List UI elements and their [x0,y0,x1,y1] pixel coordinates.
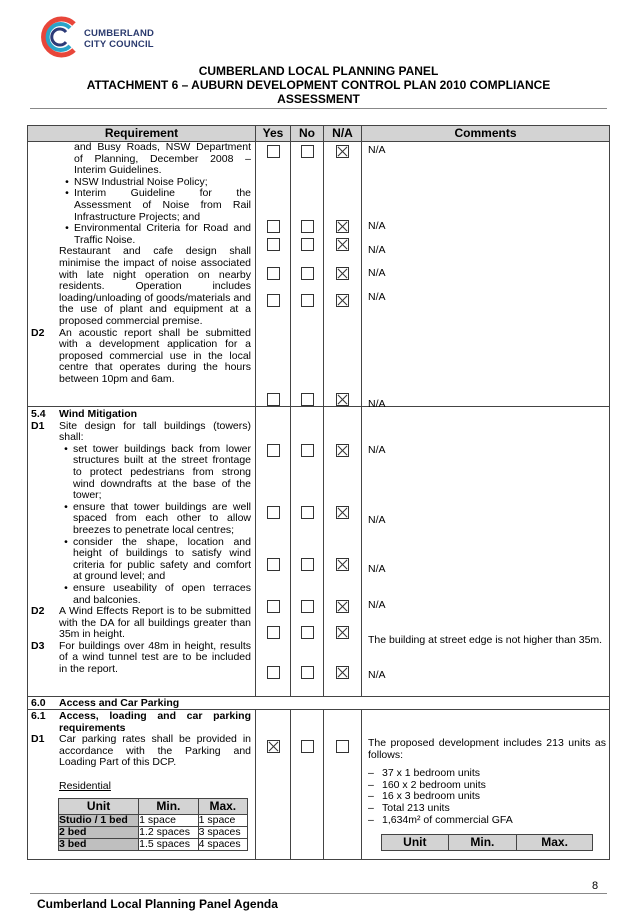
clause-label: D1 [31,733,45,746]
clause-label: D2 [31,605,45,618]
checkbox-na-checked[interactable] [336,626,349,639]
req-line: structures built at the street frontage [73,454,251,467]
req-line: NSW Industrial Noise Policy; [74,175,208,188]
header-yes: Yes [256,126,291,142]
checkbox-yes[interactable] [267,444,280,457]
wind-row [28,407,610,697]
req-line: Environmental Criteria for Road and [74,222,251,235]
max-cell: 3 spaces [198,827,247,839]
checkbox-no[interactable] [301,626,314,639]
access-row [28,710,610,860]
checkbox-no[interactable] [301,666,314,679]
req-line: between 10pm and 6am. [59,372,175,385]
sub-section-number: 6.1 [31,710,46,722]
access-section-row [28,697,610,710]
no-cell [291,142,324,407]
checkbox-na-checked[interactable] [336,145,349,158]
req-line: Infrastructure Projects; and [74,210,201,223]
req-line: minimise the impact of noise associated [59,256,251,269]
sub-section-title-cont: requirements [59,721,126,734]
max-cell: 4 spaces [198,839,247,851]
bullet-icon: • [65,187,69,200]
checkbox-na-checked[interactable] [336,267,349,280]
max-cell: 1 space [198,815,247,827]
bullet-icon: • [64,535,68,548]
comment-text: N/A [368,267,386,279]
parking-rates-table [58,798,248,851]
dash-icon: – [368,778,374,791]
checkbox-no[interactable] [301,600,314,613]
clause-label: D2 [31,326,45,339]
checkbox-na-checked[interactable] [336,220,349,233]
req-line: the use of plant and equipment at a [59,303,251,316]
req-line: ensure useability of open terraces [73,581,251,594]
req-line: Interim Guideline for the [74,187,251,200]
unit-cell: 3 bed [59,839,139,851]
comment-item: Total 213 units [382,801,450,814]
checkbox-yes[interactable] [267,393,280,406]
req-line: accordance with the Parking and [59,744,251,757]
page-number: 8 [592,880,599,892]
checkbox-no[interactable] [301,506,314,519]
section-title: Wind Mitigation [59,408,138,420]
header-requirement: Requirement [28,126,256,142]
yes-cell [256,710,291,860]
checkbox-no[interactable] [301,740,314,753]
access-requirement [28,710,256,860]
checkbox-na-checked[interactable] [336,444,349,457]
req-line: at ground level; and [73,570,166,583]
req-line: Traffic Noise. [74,233,136,246]
req-line: Car parking rates shall be provided in [59,733,251,746]
section-number: 5.4 [31,408,46,420]
comment-item: 37 x 1 bedroom units [382,767,481,780]
comments-cell [362,142,610,410]
checkbox-yes[interactable] [267,267,280,280]
checkbox-na-checked[interactable] [336,238,349,251]
sub-header-unit: Unit [59,799,139,815]
comment-rates-table [381,834,593,851]
bullet-icon: • [64,500,68,513]
comment-text: N/A [368,444,386,456]
checkbox-no[interactable] [301,294,314,307]
clause-label: D1 [31,419,45,432]
sub-header-max: Max. [198,799,247,815]
req-line: ensure that tower buildings are well [73,500,251,513]
access-section-cell [28,697,610,710]
req-line: height of buildings to satisfy wind [73,547,251,560]
checkbox-yes[interactable] [267,238,280,251]
comment-text: N/A [368,291,386,303]
req-line: shall: [59,431,84,444]
req-line: with a development application for a [59,338,251,351]
comment-item: 1,634m² of commercial GFA [382,813,513,826]
checkbox-na-checked[interactable] [336,600,349,613]
checkbox-yes[interactable] [267,220,280,233]
comment-text: N/A [368,599,386,611]
req-line: Assessment of Noise from Rail [74,198,251,211]
title-line-3: ASSESSMENT [277,92,360,106]
checkbox-yes[interactable] [267,294,280,307]
sub-section-title: Access, loading and car parking [59,710,251,722]
bullet-icon: • [64,442,68,455]
req-line: residents. Operation includes [59,280,251,293]
council-logo [36,14,186,68]
table-row [59,815,248,827]
section-title: Access and Car Parking [59,697,180,709]
title-line-1: CUMBERLAND LOCAL PLANNING PANEL [198,64,439,78]
req-line: proposed commercial premise. [59,314,203,327]
checkbox-no[interactable] [301,558,314,571]
checkbox-na-checked[interactable] [336,666,349,679]
clause-label: D3 [31,639,45,652]
noise-row [28,142,610,407]
comment-item: 16 x 3 bedroom units [382,790,481,803]
req-line: wind downdrafts at the base of the [73,477,251,490]
req-line: 35m in height. [59,628,125,641]
no-cell [291,407,324,697]
comment-text: N/A [368,244,386,256]
req-line: consider the shape, location and [73,535,251,548]
comment-text: N/A [368,144,386,156]
comment-text: N/A [368,669,386,681]
na-cell [324,710,362,860]
title-line-2: ATTACHMENT 6 – AUBURN DEVELOPMENT CONTROL PLAN 2010 COMPLIANCE [86,78,551,92]
comment-text: The building at street edge is not higher than 35m. [368,634,603,646]
bullet-icon: • [65,222,69,235]
req-line: breezes to penetrate local centres; [73,523,235,536]
min-cell: 1.5 spaces [139,839,198,851]
checkbox-yes[interactable] [267,506,280,519]
req-line: Site design for tall buildings (towers) [59,419,251,432]
table-row [59,839,248,851]
req-line: and balconies. [73,593,141,606]
req-line: with the DA for all buildings greater than [59,616,251,629]
min-cell: 1.2 spaces [139,827,198,839]
comment-text: N/A [368,563,386,575]
sub-header-unit: Unit [382,835,449,851]
req-line: criteria for public safety and comfort [73,558,251,571]
logo-line-2: CITY COUNCIL [84,39,154,50]
title-divider [30,108,607,109]
checkbox-yes[interactable] [267,666,280,679]
checkbox-na-checked[interactable] [336,393,349,406]
na-cell [324,407,362,697]
checkbox-no[interactable] [301,393,314,406]
comment-item: 160 x 2 bedroom units [382,778,486,791]
req-line: A Wind Effects Report is to be submitted [59,605,251,618]
req-line: An acoustic report shall be submitted [59,326,251,339]
dash-icon: – [368,767,374,780]
req-line: Restaurant and cafe design shall [59,245,251,258]
sub-table-header [382,835,593,851]
checkbox-no[interactable] [301,444,314,457]
checkbox-no[interactable] [301,220,314,233]
table-row [59,827,248,839]
req-line: and Busy Roads, NSW Department [74,141,251,153]
header-comments: Comments [362,126,610,142]
sub-header-min: Min. [448,835,516,851]
checkbox-yes-checked[interactable] [267,740,280,753]
bullet-icon: • [65,175,69,188]
footer-agenda: Cumberland Local Planning Panel Agenda [37,897,278,911]
req-line: with late night operation on nearby [59,268,251,281]
bullet-icon: • [64,581,68,594]
checkbox-na-checked[interactable] [336,558,349,571]
checkbox-na[interactable] [336,740,349,753]
dash-icon: – [368,790,374,803]
comment-text: The proposed development includes 213 units as [368,737,606,749]
wind-requirement [28,407,256,697]
checkbox-no[interactable] [301,145,314,158]
yes-cell [256,407,291,697]
no-cell [291,710,324,860]
req-line: of a wind tunnel test are to be included [59,651,251,664]
compliance-table [27,125,610,860]
req-line: set tower buildings back from lower [73,442,251,455]
req-line: loading/unloading of goods/materials and [59,291,251,304]
checkbox-na-checked[interactable] [336,506,349,519]
req-line: of Planning, December 2008 – [74,152,251,165]
na-cell [324,142,362,407]
req-line: spaced from each other to allow [73,512,251,525]
yes-cell [256,142,291,407]
req-line: centre that operates during the hours [59,361,251,374]
checkbox-no[interactable] [301,267,314,280]
comments-cell [362,407,610,697]
req-line: Loading Part of this DCP. [59,756,177,769]
min-cell: 1 space [139,815,198,827]
table-header-row [28,126,610,142]
checkbox-no[interactable] [301,238,314,251]
checkbox-yes[interactable] [267,558,280,571]
dash-icon: – [368,801,374,814]
unit-cell: 2 bed [59,827,139,839]
logo-line-1: CUMBERLAND [84,28,155,39]
section-number: 6.0 [31,697,46,709]
req-line: proposed commercial use in the local [59,349,251,362]
req-line: For buildings over 48m in height, results [59,639,251,652]
req-line: Interim Guidelines. [74,164,162,177]
req-line: tower; [73,489,102,502]
unit-cell: Studio / 1 bed [59,815,139,827]
comments-cell [362,710,610,860]
comment-text: N/A [368,514,386,526]
sub-header-min: Min. [139,799,198,815]
header-no: No [291,126,324,142]
req-line: in the report. [59,663,118,676]
req-line: to protect pedestrians from strong [73,465,251,478]
checkbox-na-checked[interactable] [336,294,349,307]
header-na: N/A [324,126,362,142]
dash-icon: – [368,813,374,826]
noise-requirement [28,142,256,407]
comment-text: N/A [368,398,386,410]
checkbox-yes[interactable] [267,600,280,613]
sub-table-header [59,799,248,815]
comment-text: N/A [368,220,386,232]
checkbox-yes[interactable] [267,145,280,158]
footer-divider [30,893,607,894]
sub-header-max: Max. [517,835,593,851]
document-title [30,64,607,106]
logo-mark-icon [36,14,82,60]
residential-label: Residential [59,779,111,792]
comment-text: follows: [368,748,404,761]
checkbox-yes[interactable] [267,626,280,639]
